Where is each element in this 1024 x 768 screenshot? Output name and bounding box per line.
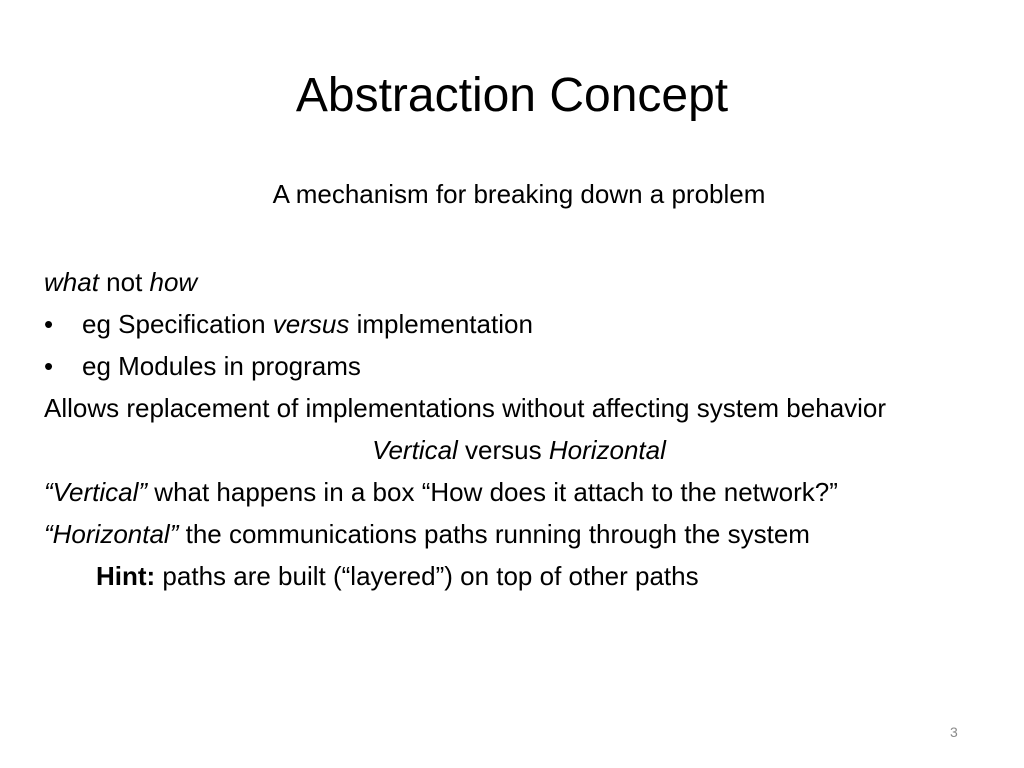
slide-title: Abstraction Concept	[295, 69, 729, 122]
horizontal-rest: the communications paths running through the system	[178, 519, 810, 549]
what-not-how-line	[44, 266, 994, 298]
bullet-text-post: implementation	[349, 309, 533, 339]
bullet-text-pre: eg Specification	[82, 309, 273, 339]
page-number: 3	[950, 724, 958, 740]
horizontal-quoted: “Horizontal”	[44, 519, 179, 549]
versus-word: versus	[272, 309, 350, 339]
vertical-quoted: “Vertical”	[44, 477, 148, 507]
horizontal-description	[44, 518, 994, 550]
bullet-text: eg Modules in programs	[82, 351, 361, 381]
bullet-icon: •	[44, 351, 54, 381]
bullet-text	[82, 308, 533, 340]
how-word: how	[149, 267, 198, 297]
bullet-specification	[44, 308, 994, 340]
vertical-versus-horizontal-line	[44, 434, 994, 466]
horizontal-word: Horizontal	[548, 435, 666, 465]
allows-replacement-text: Allows replacement of implementations without affecting system behavior	[44, 393, 887, 423]
not-word: not	[98, 267, 150, 297]
what-word: what	[44, 267, 99, 297]
hint-line	[44, 560, 994, 592]
slide-subtitle: A mechanism for breaking down a problem	[272, 179, 766, 209]
vertical-description	[44, 476, 994, 508]
versus-word: versus	[457, 435, 549, 465]
hint-text: paths are built (“layered”) on top of other paths	[155, 561, 699, 591]
hint-label: Hint:	[96, 561, 156, 591]
bullet-icon: •	[44, 309, 54, 339]
vertical-rest: what happens in a box “How does it attach to the network?”	[147, 477, 838, 507]
vertical-word: Vertical	[372, 435, 458, 465]
slide-body	[44, 178, 994, 592]
bullet-modules	[44, 350, 994, 382]
